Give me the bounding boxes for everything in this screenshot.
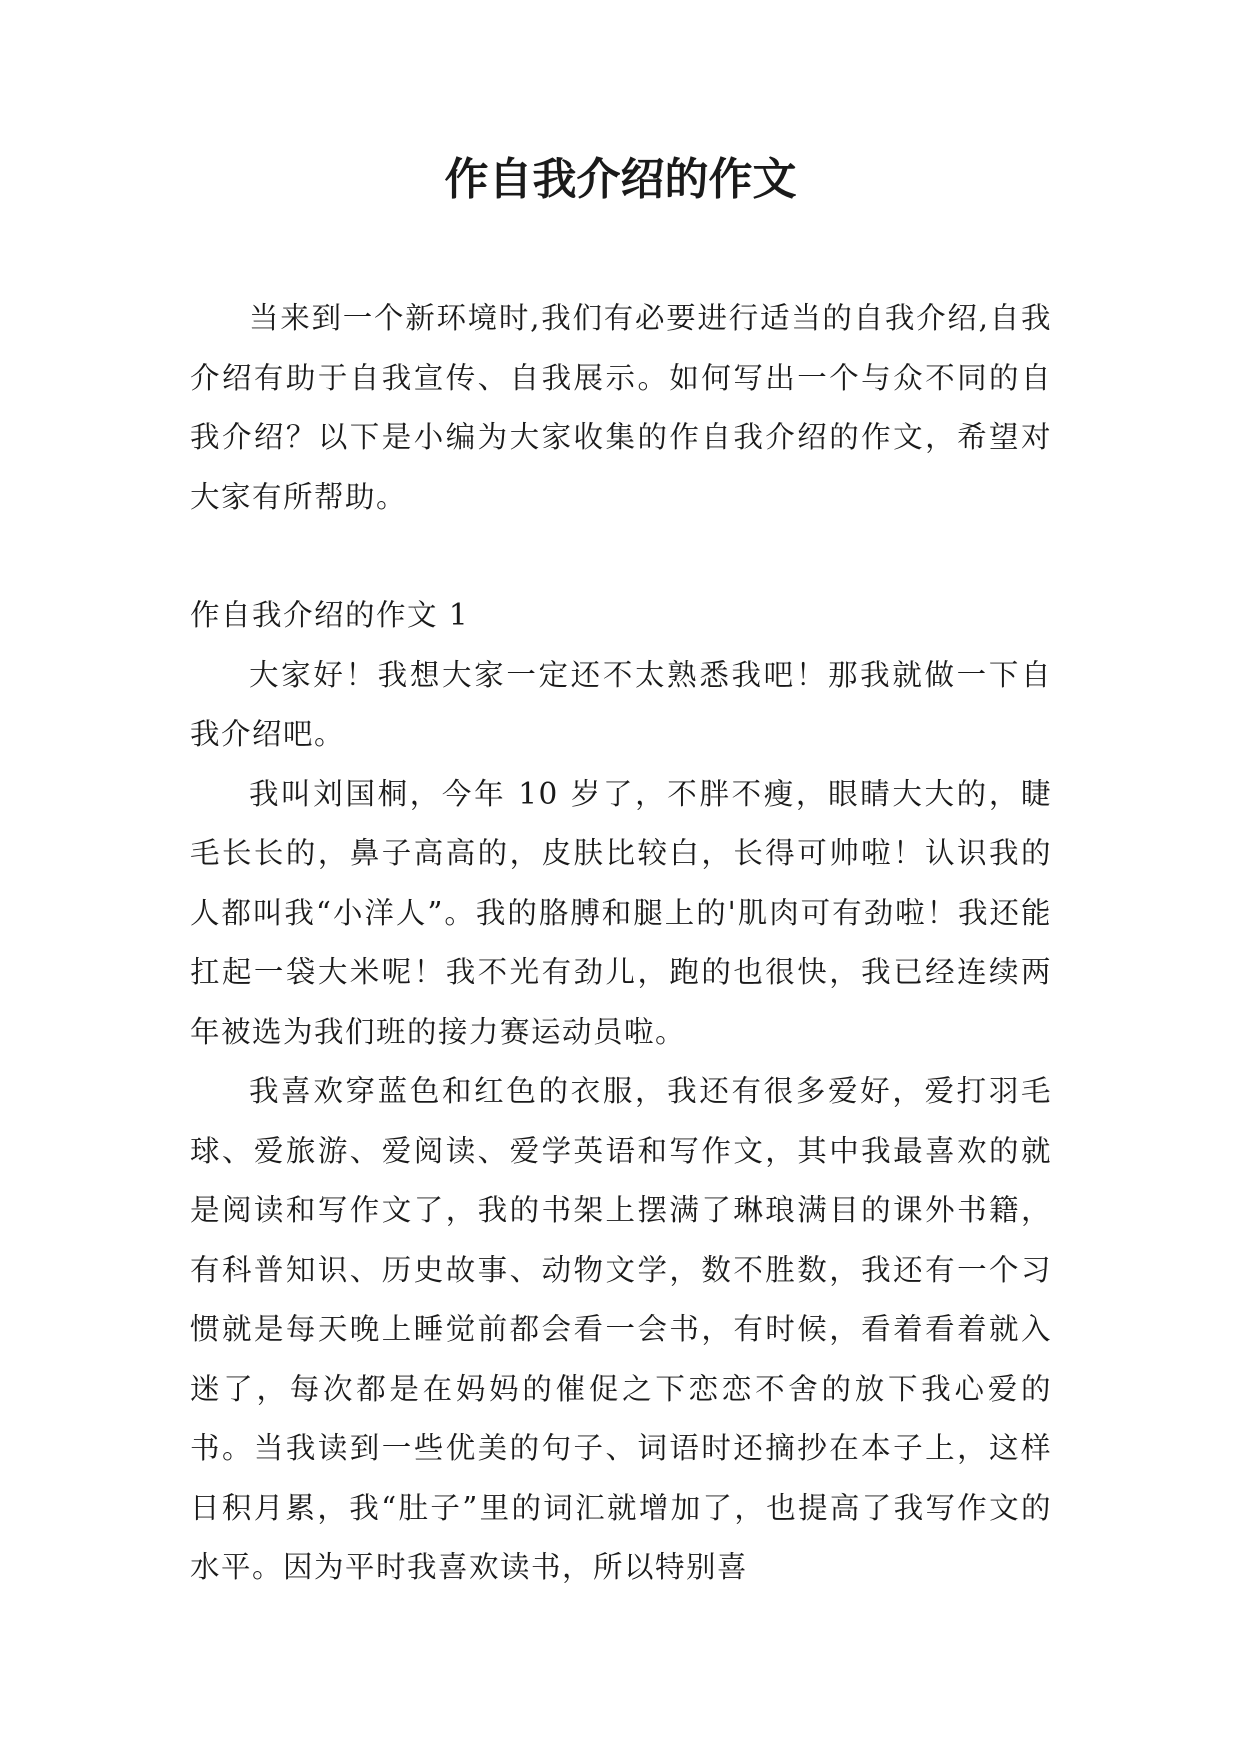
body-paragraph: 我喜欢穿蓝色和红色的衣服，我还有很多爱好，爱打羽毛球、爱旅游、爱阅读、爱学英语和写作文，其中我最喜欢的就是阅读和写作文了，我的书架上摆满了琳琅满目的课外书籍，有科普知识、历史故事、动物文学，数不胜数，我还有一个习惯就是每天晚上睡觉前都会看一会书，有时候，看着看着就入迷了，每次都是在妈妈的催促之下恋恋不舍的放下我心爱的书。当我读到一些优美的句子、词语时还摘抄在本子上，这样日积月累，我“肚子”里的词汇就增加了，也提高了我写作文的水平。因为平时我喜欢读书，所以特别喜 (190, 1074, 1052, 1584)
intro-paragraph: 当来到一个新环境时,我们有必要进行适当的自我介绍,自我介绍有助于自我宣传、自我展示。如何写出一个与众不同的自我介绍？以下是小编为大家收集的作自我介绍的作文，希望对大家有所帮助。 (190, 301, 1052, 514)
body-paragraph: 我叫刘国桐，今年 10 岁了，不胖不瘦，眼睛大大的，睫毛长长的，鼻子高高的，皮肤比较白，长得可帅啦！认识我的人都叫我“小洋人”。我的胳膊和腿上的'肌肉可有劲啦！我还能扛起一袋大米呢！我不光有劲儿，跑的也很快，我已经连续两年被选为我们班的接力赛运动员啦。 (190, 776, 1052, 1049)
document-body (190, 289, 1052, 1598)
body-paragraph: 大家好！我想大家一定还不太熟悉我吧！那我就做一下自我介绍吧。 (190, 657, 1052, 751)
section-heading: 作自我介绍的作文 1 (190, 598, 470, 632)
document-title: 作自我介绍的作文 (444, 154, 797, 205)
